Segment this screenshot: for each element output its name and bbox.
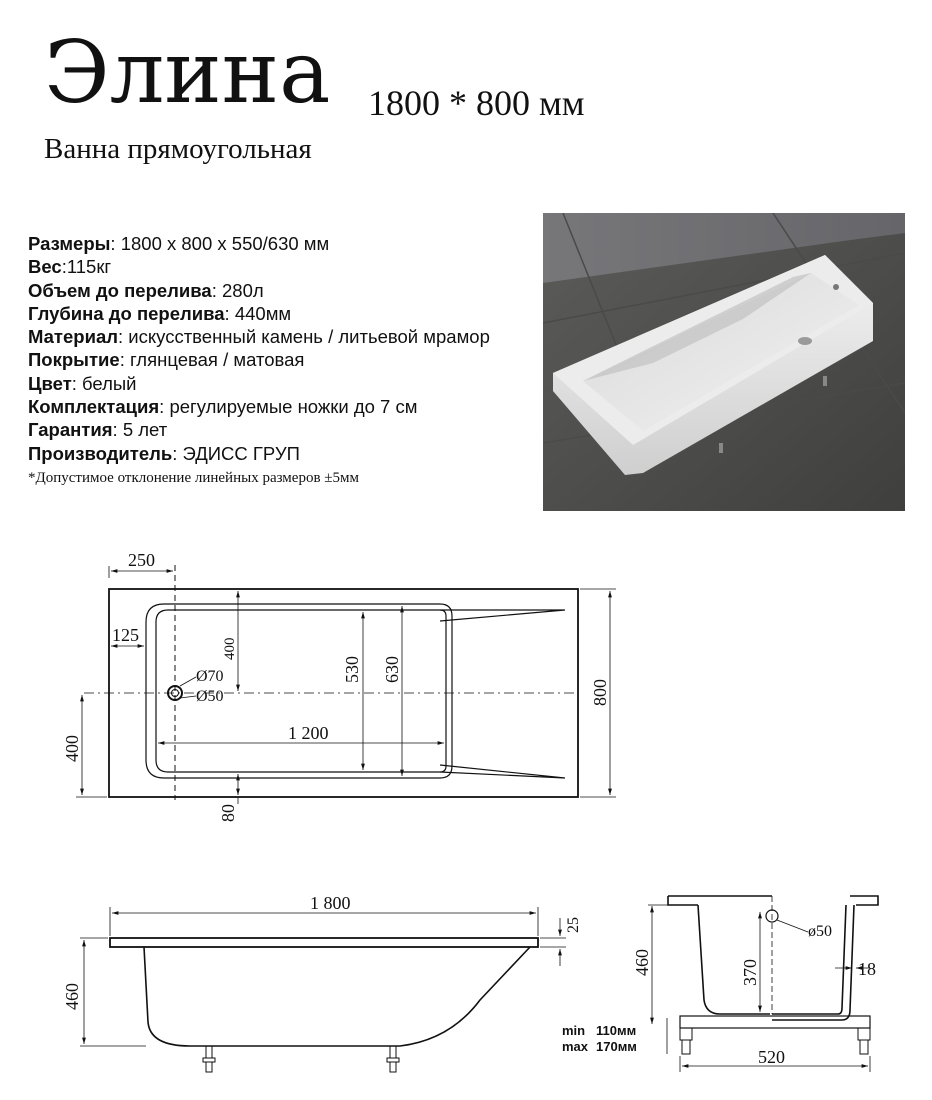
spec-separator: : <box>71 372 83 394</box>
spec-value: регулируемые ножки до 7 см <box>169 396 418 418</box>
max-label: max <box>562 1039 589 1054</box>
min-value: 110мм <box>596 1023 637 1038</box>
min-label: min <box>562 1023 586 1038</box>
spec-label: Цвет <box>28 372 72 394</box>
spec-separator: : <box>159 396 170 418</box>
product-subtitle: Ванна прямоугольная <box>44 133 312 165</box>
spec-label: Глубина до перелива <box>28 302 225 324</box>
spec-separator: : <box>61 256 67 278</box>
side-view-body <box>144 947 530 1046</box>
spec-label: Размеры <box>28 233 111 254</box>
end-view-base <box>680 1016 870 1028</box>
spec-value: 440мм <box>234 302 292 324</box>
spec-separator: : <box>118 326 129 348</box>
dim-80: 80 <box>218 804 238 822</box>
spec-label: Комплектация <box>28 396 160 418</box>
spec-value: белый <box>82 372 137 394</box>
spec-label: Производитель <box>28 442 173 464</box>
spec-separator: : <box>172 442 183 464</box>
spec-value: глянцевая / матовая <box>129 349 305 371</box>
spec-label: Вес <box>28 256 62 278</box>
product-size: 1800 * 800 мм <box>368 83 585 123</box>
dim-800: 800 <box>590 679 610 706</box>
max-value: 170мм <box>596 1039 637 1054</box>
tolerance-note: *Допустимое отклонение линейных размеров ±5мм <box>28 470 360 486</box>
spec-value: 5 лет <box>122 419 168 441</box>
side-view-rim <box>110 938 538 947</box>
end-view <box>648 896 878 1072</box>
spec-value: 1800 х 800 х 550/630 мм <box>120 233 330 254</box>
dim-520: 520 <box>758 1047 785 1067</box>
dim-18: 18 <box>858 959 876 979</box>
spec-value: 280л <box>222 279 264 301</box>
dim-630: 630 <box>382 656 402 683</box>
dim-25: 25 <box>565 917 582 933</box>
spec-separator: : <box>211 279 222 301</box>
spec-label: Покрытие <box>28 349 120 371</box>
spec-value: ЭДИСС ГРУП <box>182 442 300 464</box>
spec-label: Материал <box>28 326 118 348</box>
dim-400-left: 400 <box>62 735 82 762</box>
product-title: Элина <box>44 23 331 123</box>
top-view <box>76 565 616 804</box>
dim-125: 125 <box>112 625 139 645</box>
drain-70-label: Ø70 <box>196 668 224 685</box>
dim-250: 250 <box>128 550 155 570</box>
spec-label: Объем до перелива <box>28 279 212 301</box>
spec-label: Гарантия <box>28 419 113 441</box>
dim-460-end: 460 <box>632 949 652 976</box>
dim-400-inner: 400 <box>222 637 238 660</box>
spec-value: искусственный камень / литьевой мрамор <box>128 326 490 348</box>
drain-50-label: Ø50 <box>196 688 224 705</box>
spec-value: 115кг <box>66 256 112 278</box>
spec-separator: : <box>224 302 235 324</box>
side-view <box>80 907 566 1072</box>
spec-separator: : <box>119 349 130 371</box>
dim-1800: 1 800 <box>310 893 351 913</box>
dim-370: 370 <box>740 959 760 986</box>
dim-1200: 1 200 <box>288 723 329 743</box>
dim-460-side: 460 <box>62 983 82 1010</box>
spec-separator: : <box>112 419 123 441</box>
dim-50-end: ø50 <box>808 923 832 940</box>
spec-separator: : <box>110 233 121 254</box>
dim-530: 530 <box>342 656 362 683</box>
